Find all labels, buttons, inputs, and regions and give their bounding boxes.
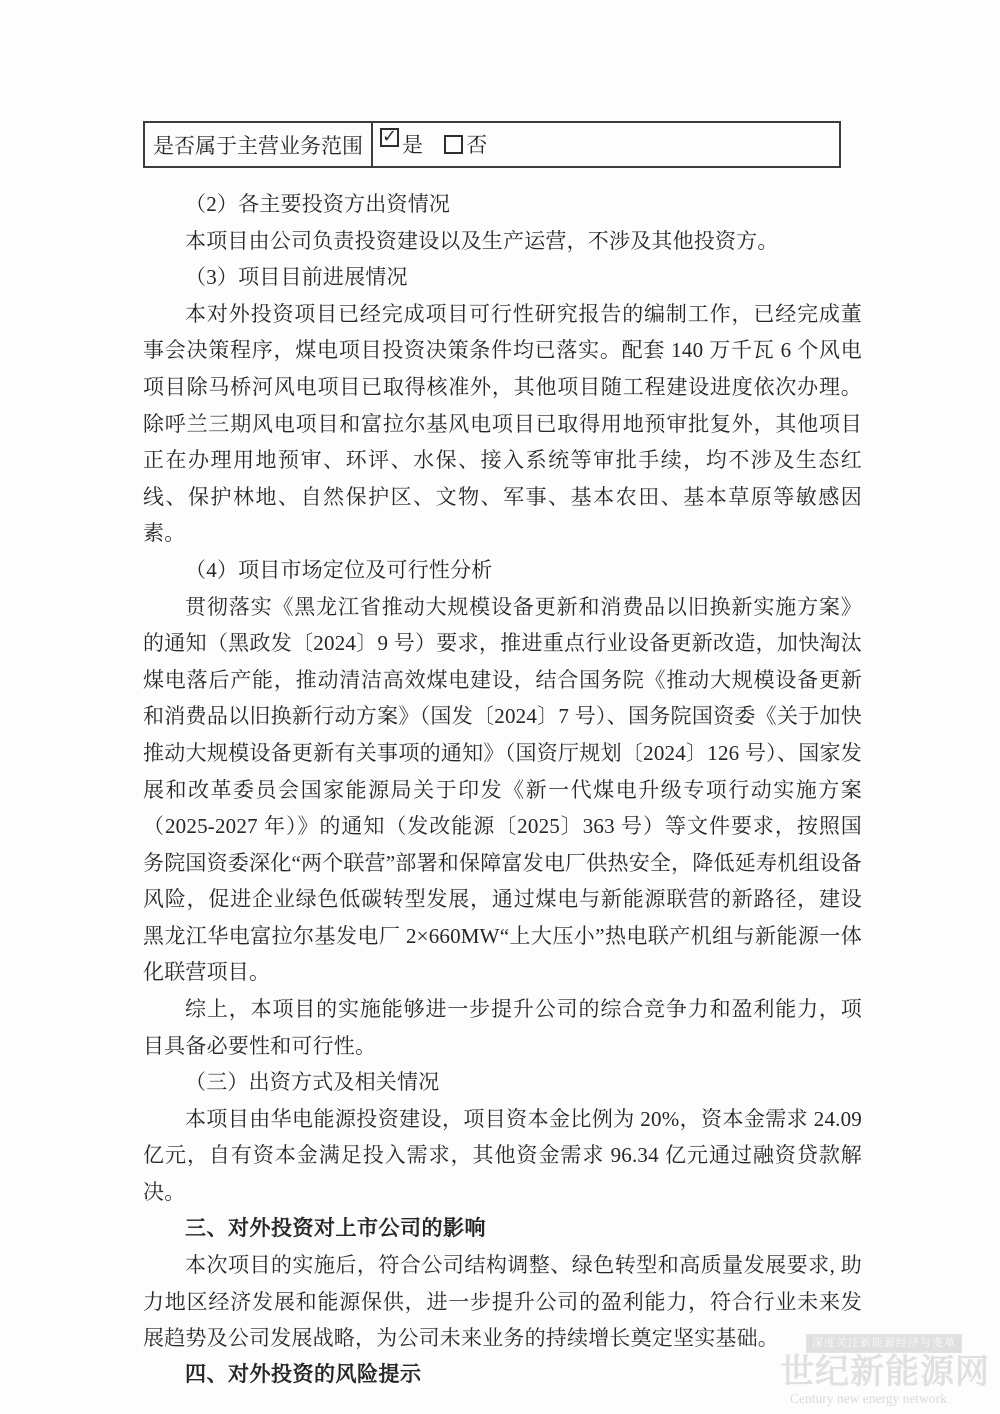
checkbox-no-icon — [444, 135, 463, 154]
table-row-value — [372, 122, 840, 167]
paragraph: 综上，本项目的实施能够进一步提升公司的综合竞争力和盈利能力，项目具备必要性和可行性。 — [143, 997, 862, 1058]
watermark-subtitle: Century new energy network — [790, 1391, 947, 1406]
section-heading: （三）出资方式及相关情况 — [185, 1070, 440, 1095]
checkbox-yes-icon — [380, 128, 399, 147]
section-heading: 三、对外投资对上市公司的影响 — [185, 1216, 486, 1240]
main-business-scope-table — [143, 121, 841, 168]
watermark-logo: 世纪新能源网 — [780, 1353, 990, 1391]
section-heading: （2）各主要投资方出资情况 — [185, 192, 451, 216]
paragraph: 本项目由公司负责投资建设以及生产运营，不涉及其他投资方。 — [185, 228, 779, 253]
option-yes — [380, 129, 423, 159]
watermark-tagline: 深度关注新能源经济与变革 — [806, 1334, 962, 1353]
paragraph: 本项目由华电能源投资建设，项目资本金比例为 20%，资本金需求 24.09 亿元，自有资本金满足投入需求，其他资金需求 96.34 亿元通过融资贷款解决。 — [143, 1106, 862, 1205]
watermark — [780, 1333, 988, 1406]
paragraph: 本对外投资项目已经完成项目可行性研究报告的编制工作，已经完成董事会决策程序，煤电项目投资决策条件均已落实。配套 140 万千瓦 6 个风电项目除马桥河风电项目已取得核准外，其他项目随工程建设进度依次办理。除呼兰三期风电项目和富拉尔基风电项目已取得用地预审批复外，其他项目正在办理用地预审、环评、水保、接入系统等审批手续，均不涉及生态红线、保护林地、自然保护区、文物、军事、基本农田、基本草原等敏感因素。 — [143, 301, 862, 546]
section-heading: （3）项目目前进展情况 — [185, 265, 408, 290]
option-no — [444, 129, 487, 159]
table-row-label: 是否属于主营业务范围 — [144, 122, 372, 167]
section-heading: 四、对外投资的风险提示 — [185, 1363, 422, 1386]
paragraph: 本次项目的实施后，符合公司结构调整、绿色转型和高质量发展要求, 助力地区经济发展和能源保供，进一步提升公司的盈利能力，符合行业未来发展趋势及公司发展战略，为公司未来业务的持续增长奠定坚实基础。 — [143, 1253, 862, 1351]
page-content — [143, 121, 862, 1394]
option-no-label: 否 — [466, 133, 488, 158]
document-body — [143, 186, 862, 1394]
section-heading: （4）项目市场定位及可行性分析 — [185, 557, 493, 582]
table-row — [144, 122, 840, 167]
option-yes-label: 是 — [402, 133, 423, 158]
paragraph: 贯彻落实《黑龙江省推动大规模设备更新和消费品以旧换新实施方案》的通知（黑政发〔2024〕9 号）要求，推进重点行业设备更新改造，加快淘汰煤电落后产能，推动清洁高效煤电建设，结合国务院《推动大规模设备更新和消费品以旧换新行动方案》（国发〔2024〕7 号）、国务院国资委《关于加快推动大规模设备更新有关事项的通知》（国资厅规划〔2024〕126 号）、国家发展和改革委员会国家能源局关于印发《新一代煤电升级专项行动实施方案（2025-2027 年）》的通知（发改能源〔2025〕363 号）等文件要求，按照国务院国资委深化“两个联营”部署和保障富发电厂供热安全，降低延寿机组设备风险，促进企业绿色低碳转型发展，通过煤电与新能源联营的新路径，建设黑龙江华电富拉尔基发电厂 2×660MW“上大压小”热电联产机组与新能源一体化联营项目。 — [143, 594, 862, 985]
